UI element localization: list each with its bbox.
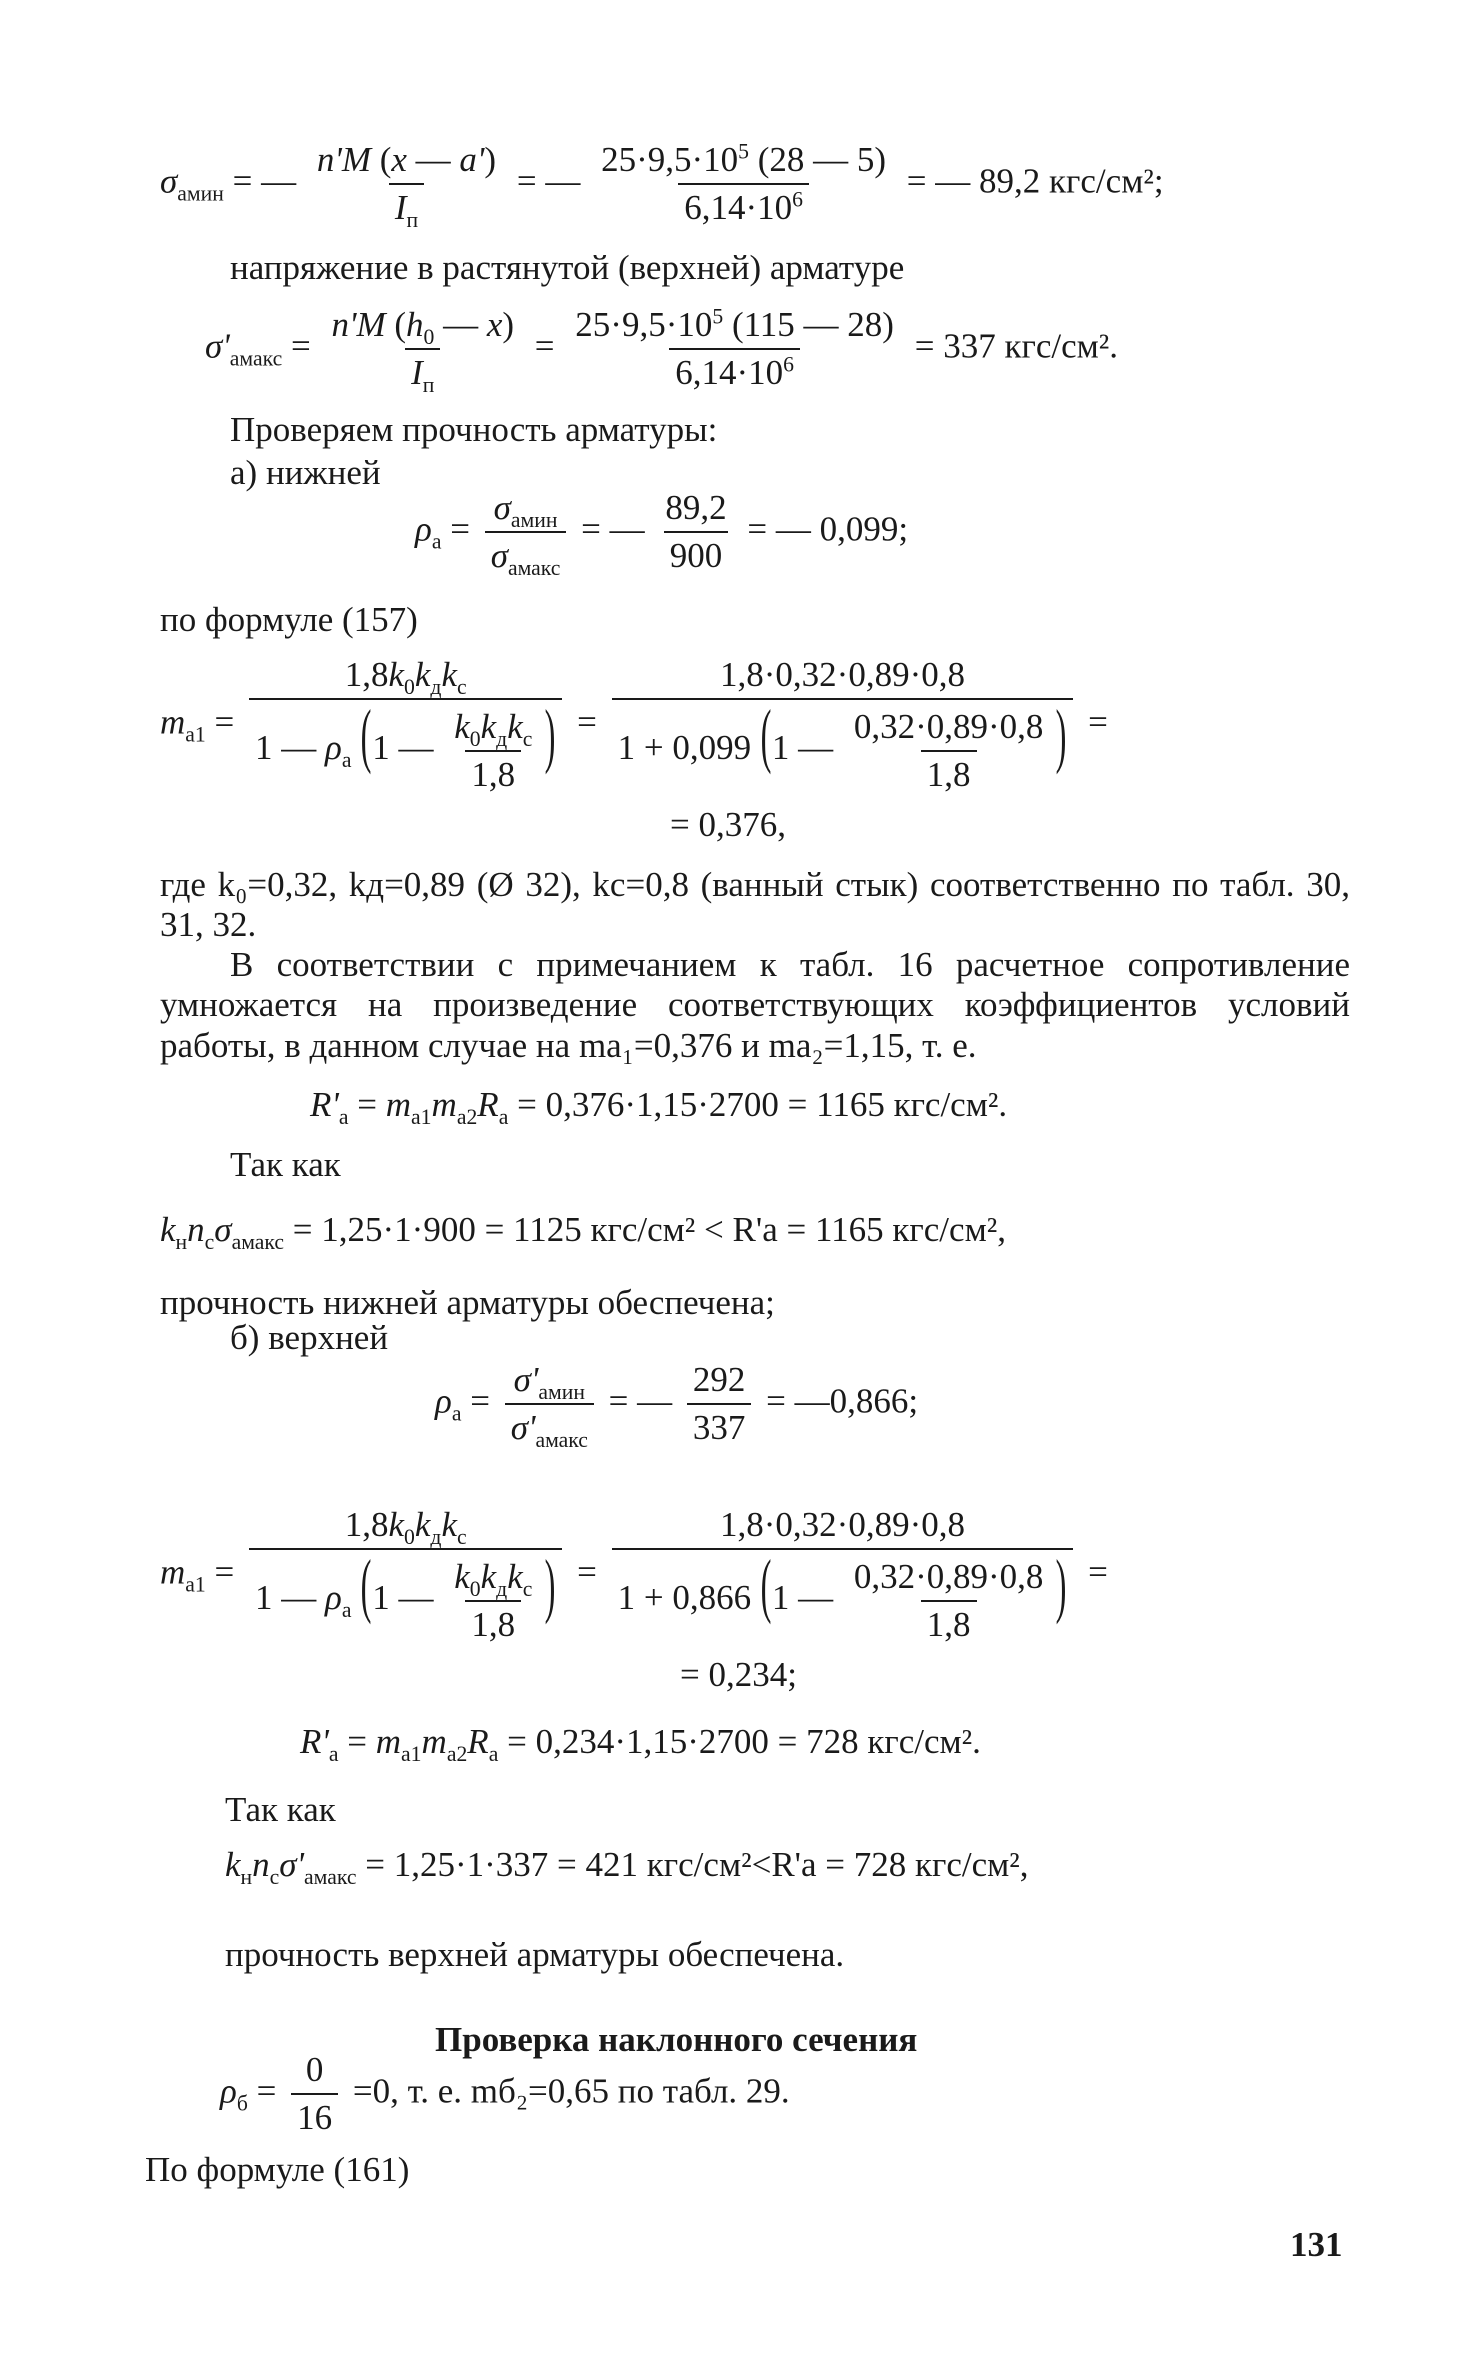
text-a: а) нижней <box>230 453 381 492</box>
text-by-formula-161: По формуле (161) <box>145 2150 410 2189</box>
Ra-lower-value: = 0,376·1,15·2700 = 1165 кгс/см². <box>517 1085 1008 1124</box>
text-note: В соответствии с примечанием к табл. 16 расчетное сопротивление умножается на произведение соответствующих коэффициентов условий работы, в данном случае на ma₁=0,376 и ma₂=1,15, т. е. <box>160 945 1350 1065</box>
text-b: б) верхней <box>230 1318 389 1357</box>
m-lower-result: = 0,376, <box>670 805 786 844</box>
formula-rho-upper: $\rho_а$ = $\frac{\sigma'_{амин}}{\sigma'_{амакс}}$ = — $\frac{292}{337}$ = —0,866; <box>435 1360 919 1453</box>
rho-lower-result: = — 0,099; <box>747 509 909 549</box>
formula-sigma-min: $\sigma_{амин}$ = — $\frac{n'M (x — a')}{I_п}$ = — $\frac{25\cdot 9,5\cdot 10^5 (28 — 5)}{6,14\cdot 10^6}$ = — 89,2 кгс/см²; <box>160 139 1164 233</box>
k-check-upper-value: = 1,25·1·337 = 421 кгс/см²<R'а = 728 кгс/см², <box>365 1845 1029 1884</box>
formula-k-check-upper: $k_нn_с\sigma'_{амакс} = 1,25\cdot 1\cdot 337 = 421$ кгс/см²<R'а = 728 кгс/см², <box>225 1845 1029 1889</box>
sigma-max-result: = 337 кгс/см². <box>914 326 1119 366</box>
formula-m-lower: $m_{а1}$ = $1,8k_0k_дk_с$ 1 — $\rho_а$ (1 — $\frac{k_0k_дk_с}{1,8}$ ) = 1,8·0,32·0,89·0,8 1 + 0,099 (1 — $\frac{0,32\cdot 0,89\cdot 0,8}{1,8}$ ) = <box>160 655 1108 795</box>
text-tension: напряжение в растянутой (верхней) арматуре <box>230 248 905 287</box>
page-number: 131 <box>1290 2225 1343 2264</box>
formula-rho-lower: $\rho_а$ = $\frac{\sigma_{амин}}{\sigma_{амакс}}$ = — $\frac{89,2}{900}$ = — 0,099; <box>415 488 909 581</box>
text-strength-upper: прочность верхней арматуры обеспечена. <box>225 1935 845 1974</box>
text-since-2: Так как <box>225 1790 336 1829</box>
formula-m-upper: $m_{а1}$ = $1,8k_0k_дk_с$ 1 — $\rho_а$ (1 — $\frac{k_0k_дk_с}{1,8}$ ) = 1,8·0,32·0,89·0,8 1 + 0,866 (1 — $\frac{0,32\cdot 0,89\cdot 0,8}{1,8}$ ) = <box>160 1505 1108 1645</box>
text-where: где k₀=0,32, kд=0,89 (Ø 32), kс=0,8 (ванный стык) соответственно по табл. 30, 31, 32. <box>160 865 1350 945</box>
rho-b-value: =0, т. е. mб₂=0,65 по табл. 29. <box>352 2071 790 2111</box>
Ra-upper-value: = 0,234·1,15·2700 = 728 кгс/см². <box>507 1722 981 1761</box>
formula-sigma-max: $\sigma'_{амакс}$ = $\frac{n'M (h_0 — x)}{I_п}$ = $\frac{25\cdot 9,5\cdot 10^5 (115 — 28)}{6,14\cdot 10^6}$ = 337 кгс/см². <box>205 304 1119 398</box>
m-upper-result: = 0,234; <box>680 1655 797 1694</box>
formula-Ra-lower: $R'_а = m_{а1}m_{а2}R_а = 0,376\cdot 1,15\cdot 2700 = 1165$ кгс/см². <box>310 1085 1008 1129</box>
rho-upper-result: = —0,866; <box>766 1381 919 1421</box>
text-by-formula-157: по формуле (157) <box>160 600 418 639</box>
sigma-min-result: = — 89,2 кгс/см²; <box>906 161 1164 201</box>
text-check: Проверяем прочность арматуры: <box>230 410 718 449</box>
text-since-1: Так как <box>230 1145 341 1184</box>
section-title: Проверка наклонного сечения <box>435 2020 918 2059</box>
formula-Ra-upper: $R'_а = m_{а1}m_{а2}R_а = 0,234\cdot 1,15\cdot 2700 = 728$ кгс/см². <box>300 1722 981 1766</box>
k-check-lower-value: = 1,25·1·900 = 1125 кгс/см² < R'а = 1165 кгс/см², <box>292 1210 1006 1249</box>
formula-rho-b: $\rho_б$ = $\frac{0}{16}$ =0, т. е. mб₂=0,65 по табл. 29. <box>220 2050 790 2138</box>
formula-k-check-lower: $k_нn_с\sigma_{амакс} = 1,25\cdot 1\cdot 900 = 1125$ кгс/см² < R'а = 1165 кгс/см², <box>160 1210 1006 1254</box>
text-strength-lower: прочность нижней арматуры обеспечена; <box>160 1283 775 1322</box>
